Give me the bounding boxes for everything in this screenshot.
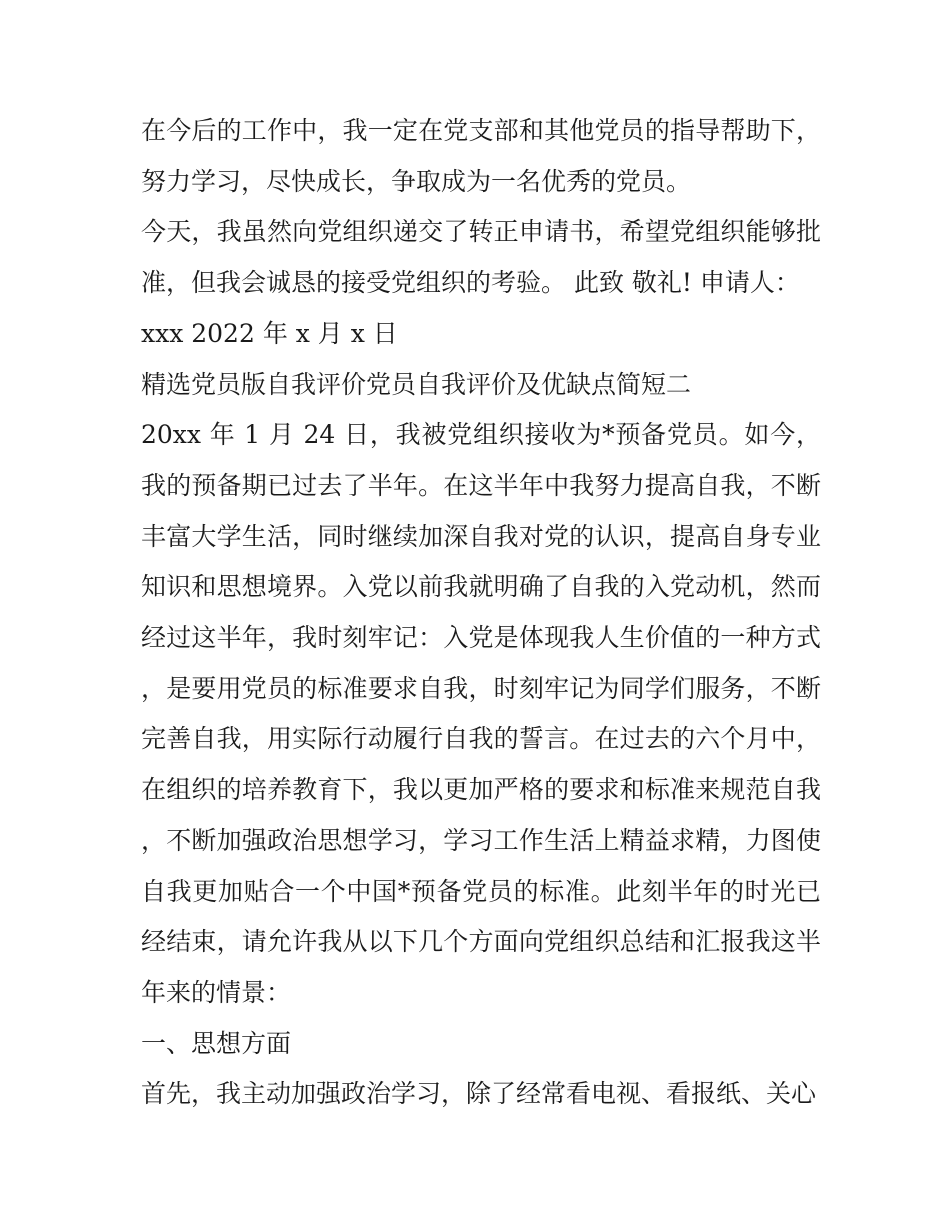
paragraph-thought-intro: 首先，我主动加强政治学习，除了经常看电视、看报纸、关心 [141, 1079, 817, 1109]
section-heading-thought: 一、思想方面 [141, 1028, 292, 1058]
section-title: 精选党员版自我评价党员自我评价及优缺点简短二 [141, 369, 692, 399]
document-body [141, 106, 821, 1120]
paragraph-signature-date: xxx 2022 年 x 月 x 日 [141, 318, 398, 348]
paragraph-self-evaluation: 20xx 年 1 月 24 日，我被党组织接收为*预备党员。如今，我的预备期已过去了半年。在这半年中我努力提高自我，不断丰富大学生活，同时继续加深自我对党的认识，提高自身专业知识和思想境界。入党以前我就明确了自我的入党动机，然而经过这半年，我时刻牢记：入党是体现我人生价值的一种方式，是要用党员的标准要求自我，时刻牢记为同学们服务，不断完善自我，用实际行动履行自我的誓言。在过去的六个月中，在组织的培养教育下，我以更加严格的要求和标准来规范自我，不断加强政治思想学习，学习工作生活上精益求精，力图使自我更加贴合一个中国*预备党员的标准。此刻半年的时光已经结束，请允许我从以下几个方面向党组织总结和汇报我这半年来的情景： [141, 420, 821, 1007]
paragraph-application-statement: 今天，我虽然向党组织递交了转正申请书，希望党组织能够批准，但我会诚恳的接受党组织的考验。 此致 敬礼! 申请人： [141, 217, 821, 298]
paragraph-closing-commitment: 在今后的工作中，我一定在党支部和其他党员的指导帮助下，努力学习，尽快成长，争取成为一名优秀的党员。 [141, 116, 821, 196]
